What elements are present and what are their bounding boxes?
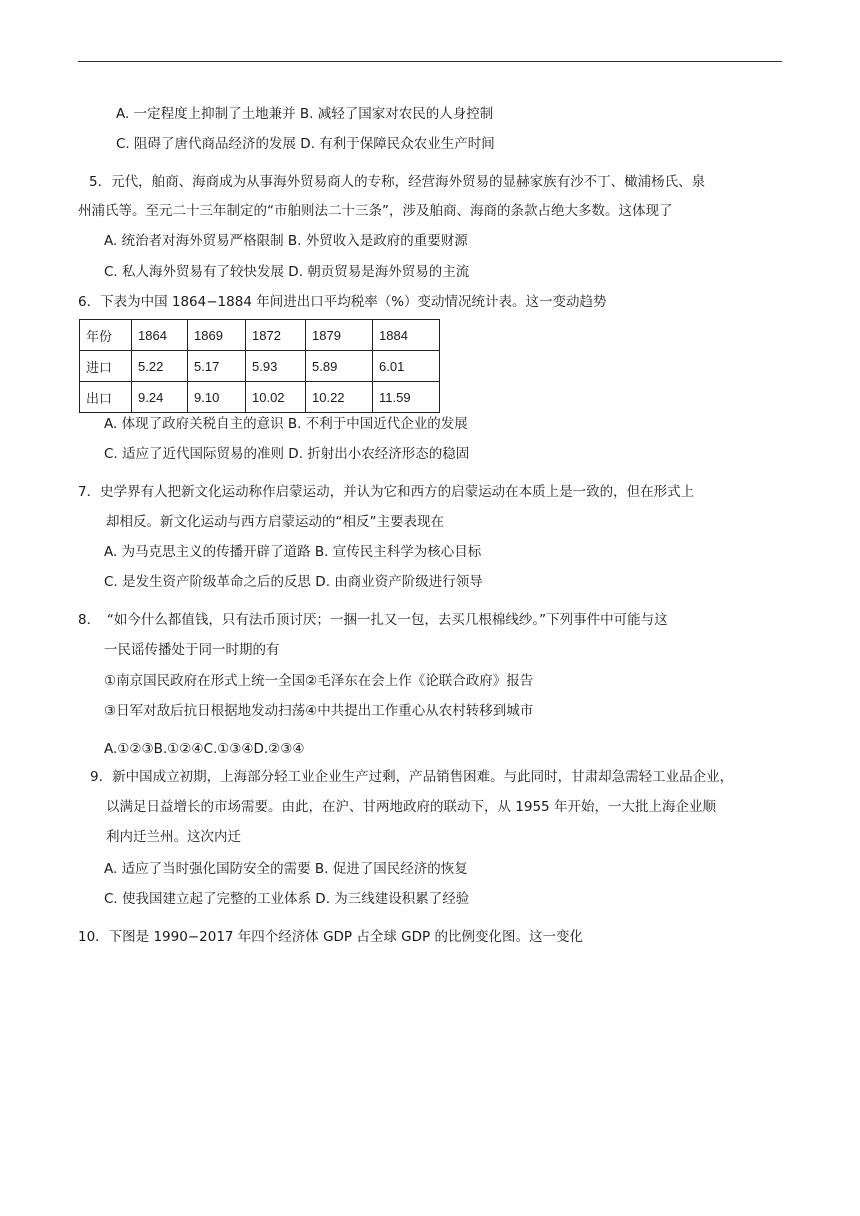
table-cell: 5.22 — [132, 351, 188, 382]
table-cell: 9.24 — [132, 382, 188, 413]
q9-stem-line3: 利内迁兰州。这次内迁 — [106, 829, 241, 845]
q5-stem-line2: 州浦氏等。至元二十三年制定的“市舶则法二十三条”，涉及舶商、海商的条款占绝大多数。这体现了 — [78, 203, 673, 219]
q9-stem-line2: 以满足日益增长的市场需要。由此，在沪、甘两地政府的联动下，从 1955 年开始，一大批上海企业顺 — [106, 799, 716, 815]
table-cell: 9.10 — [188, 382, 246, 413]
q6-stem: 6．下表为中国 1864−1884 年间进出口平均税率（%）变动情况统计表。这一变动趋势 — [78, 294, 607, 310]
q7-stem-line1: 7．史学界有人把新文化运动称作启蒙运动，并认为它和西方的启蒙运动在本质上是一致的，但在形式上 — [78, 484, 695, 500]
q5-options-line2: C. 私人海外贸易有了较快发展 D. 朝贡贸易是海外贸易的主流 — [104, 264, 470, 280]
q6-options-line1: A. 体现了政府关税自主的意识 B. 不利于中国近代企业的发展 — [104, 416, 468, 432]
table-row — [80, 351, 440, 382]
table-cell: 6.01 — [373, 351, 440, 382]
table-cell: 10.02 — [246, 382, 306, 413]
table-cell: 1879 — [306, 320, 373, 351]
q9-stem-line1: 9．新中国成立初期，上海部分轻工业企业生产过剩，产品销售困难。与此同时，甘肃却急需轻工业品企业， — [90, 769, 734, 785]
table-cell: 5.89 — [306, 351, 373, 382]
header-rule — [78, 61, 782, 62]
table-row — [80, 320, 440, 351]
q10-stem: 10．下图是 1990−2017 年四个经济体 GDP 占全球 GDP 的比例变化图。这一变化 — [78, 929, 583, 945]
table-cell: 1872 — [246, 320, 306, 351]
q9-options-line2: C. 使我国建立起了完整的工业体系 D. 为三线建设积累了经验 — [104, 891, 470, 907]
table-row — [80, 382, 440, 413]
q4-options-line2: C. 阻碍了唐代商品经济的发展 D. 有利于保障民众农业生产时间 — [116, 136, 495, 152]
q4-options-line1: A. 一定程度上抑制了土地兼并 B. 减轻了国家对农民的人身控制 — [116, 106, 494, 122]
table-cell: 5.93 — [246, 351, 306, 382]
q7-options-line2: C. 是发生资产阶级革命之后的反思 D. 由商业资产阶级进行领导 — [104, 574, 483, 590]
table-cell: 10.22 — [306, 382, 373, 413]
table-cell: 1869 — [188, 320, 246, 351]
q5-stem-line1: 5．元代，舶商、海商成为从事海外贸易商人的专称，经营海外贸易的显赫家族有沙不丁、橄浦杨氏、泉 — [89, 174, 706, 190]
q8-items-line2: ③日军对敌后抗日根据地发动扫荡④中共提出工作重心从农村转移到城市 — [104, 703, 534, 719]
tax-rate-table — [79, 319, 440, 413]
table-cell: 年份 — [80, 320, 132, 351]
q8-stem-line1: 8． “如今什么都值钱，只有法币顶讨厌；一捆一扎又一包，去买几根棉线纱。”下列事件中可能与这 — [78, 612, 668, 628]
q8-items-line1: ①南京国民政府在形式上统一全国②毛泽东在会上作《论联合政府》报告 — [104, 673, 534, 689]
table-cell: 1864 — [132, 320, 188, 351]
q6-options-line2: C. 适应了近代国际贸易的准则 D. 折射出小农经济形态的稳固 — [104, 446, 470, 462]
table-cell: 1884 — [373, 320, 440, 351]
q8-stem-line2: 一民谣传播处于同一时期的有 — [104, 642, 280, 658]
q7-options-line1: A. 为马克思主义的传播开辟了道路 B. 宣传民主科学为核心目标 — [104, 544, 482, 560]
q7-stem-line2: 却相反。新文化运动与西方启蒙运动的“相反”主要表现在 — [106, 514, 444, 530]
q8-options: A.①②③B.①②④C.①③④D.②③④ — [104, 741, 305, 757]
q5-options-line1: A. 统治者对海外贸易严格限制 B. 外贸收入是政府的重要财源 — [104, 233, 468, 249]
table-cell: 出口 — [80, 382, 132, 413]
table-cell: 5.17 — [188, 351, 246, 382]
table-cell: 11.59 — [373, 382, 440, 413]
table-cell: 进口 — [80, 351, 132, 382]
q9-options-line1: A. 适应了当时强化国防安全的需要 B. 促进了国民经济的恢复 — [104, 861, 468, 877]
